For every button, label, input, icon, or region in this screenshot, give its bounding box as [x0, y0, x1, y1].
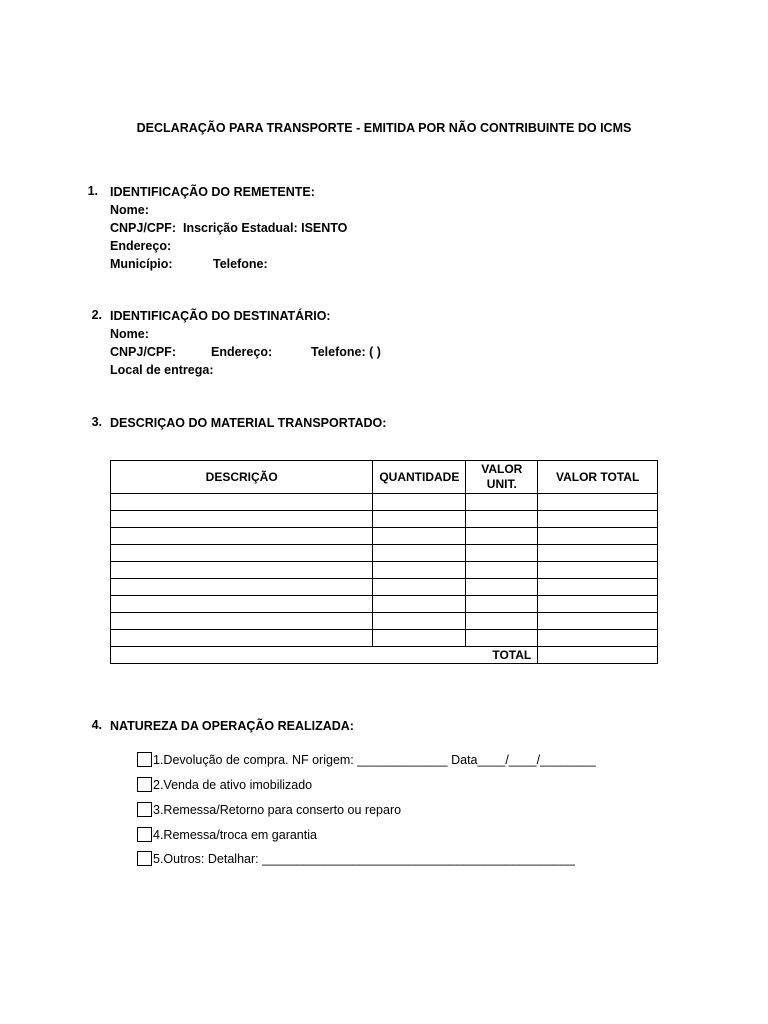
remetente-cnpj-label: CNPJ/CPF: [110, 221, 176, 235]
cell-descricao[interactable] [111, 630, 373, 647]
cell-quantidade[interactable] [373, 494, 466, 511]
option-venda-ativo [137, 777, 312, 792]
table-row [111, 630, 658, 647]
section4-heading: NATUREZA DA OPERAÇÃO REALIZADA: [110, 719, 354, 733]
table-row [111, 545, 658, 562]
cell-quantidade[interactable] [373, 528, 466, 545]
checkbox-devolucao[interactable] [137, 752, 152, 767]
cell-valor-unit[interactable] [466, 494, 538, 511]
remetente-nome-label: Nome: [110, 203, 149, 217]
document-title: DECLARAÇÃO PARA TRANSPORTE - EMITIDA POR NÃO CONTRIBUINTE DO ICMS [136, 121, 632, 135]
cell-descricao[interactable] [111, 579, 373, 596]
checkbox-remessa-conserto[interactable] [137, 802, 152, 817]
cell-valor-total[interactable] [538, 613, 658, 630]
table-row [111, 579, 658, 596]
cell-quantidade[interactable] [373, 579, 466, 596]
destinatario-nome-label: Nome: [110, 327, 149, 341]
destinatario-telefone-label: Telefone: ( ) [311, 345, 381, 359]
table-row [111, 596, 658, 613]
cell-valor-total[interactable] [538, 630, 658, 647]
section1-heading: IDENTIFICAÇÃO DO REMETENTE: [110, 185, 315, 199]
section1-number: 1. [87, 184, 98, 198]
section2-number: 2. [91, 308, 102, 322]
table-header-row [111, 461, 658, 494]
cell-valor-total[interactable] [538, 511, 658, 528]
cell-quantidade[interactable] [373, 630, 466, 647]
cell-descricao[interactable] [111, 511, 373, 528]
cell-quantidade[interactable] [373, 545, 466, 562]
header-quantidade: QUANTIDADE [373, 461, 466, 494]
cell-quantidade[interactable] [373, 562, 466, 579]
table-row [111, 528, 658, 545]
option-devolucao-label: 1.Devolução de compra. NF origem: _____________ Data____/____/________ [153, 752, 596, 767]
header-valor-unit [466, 461, 538, 494]
remetente-endereco-label: Endereço: [110, 239, 172, 253]
section4-number: 4. [91, 718, 102, 732]
option-venda-ativo-label: 2.Venda de ativo imobilizado [153, 777, 313, 792]
section3-number: 3. [91, 415, 102, 429]
remetente-telefone-label: Telefone: [213, 257, 268, 271]
checkbox-venda-ativo[interactable] [137, 777, 152, 792]
destinatario-local-label: Local de entrega: [110, 363, 214, 377]
option-remessa-garantia-label: 4.Remessa/troca em garantia [153, 827, 317, 842]
cell-valor-total[interactable] [538, 528, 658, 545]
cell-valor-unit[interactable] [466, 545, 538, 562]
remetente-ie-label: Inscrição Estadual: ISENTO [183, 221, 348, 235]
cell-valor-unit[interactable] [466, 613, 538, 630]
option-outros-label: 5.Outros: Detalhar: _____________________________________________ [153, 851, 575, 866]
table-row [111, 511, 658, 528]
section3-heading: DESCRIÇAO DO MATERIAL TRANSPORTADO: [110, 416, 387, 430]
cell-quantidade[interactable] [373, 613, 466, 630]
remetente-municipio-label: Município: [110, 257, 173, 271]
header-valor-unit-text: VALOR UNIT. [481, 462, 523, 491]
cell-descricao[interactable] [111, 613, 373, 630]
option-remessa-garantia [137, 827, 317, 842]
cell-descricao[interactable] [111, 562, 373, 579]
cell-descricao[interactable] [111, 528, 373, 545]
cell-quantidade[interactable] [373, 596, 466, 613]
cell-valor-total[interactable] [538, 596, 658, 613]
option-remessa-conserto-label: 3.Remessa/Retorno para conserto ou reparo [153, 802, 402, 817]
table-total-row [111, 647, 658, 664]
destinatario-endereco-label: Endereço: [211, 345, 273, 359]
table-row [111, 562, 658, 579]
option-devolucao [137, 752, 596, 767]
cell-valor-unit[interactable] [466, 579, 538, 596]
cell-descricao[interactable] [111, 545, 373, 562]
option-outros [137, 851, 575, 866]
header-valor-total: VALOR TOTAL [538, 461, 658, 494]
cell-descricao[interactable] [111, 596, 373, 613]
cell-valor-unit[interactable] [466, 528, 538, 545]
option-remessa-conserto [137, 802, 401, 817]
total-value-cell[interactable] [538, 647, 658, 664]
cell-valor-total[interactable] [538, 562, 658, 579]
material-table [110, 460, 658, 664]
cell-descricao[interactable] [111, 494, 373, 511]
cell-quantidade[interactable] [373, 511, 466, 528]
cell-valor-total[interactable] [538, 579, 658, 596]
checkbox-outros[interactable] [137, 851, 152, 866]
section2-heading: IDENTIFICAÇÃO DO DESTINATÁRIO: [110, 309, 331, 323]
cell-valor-unit[interactable] [466, 562, 538, 579]
destinatario-cnpj-label: CNPJ/CPF: [110, 345, 176, 359]
cell-valor-unit[interactable] [466, 630, 538, 647]
table-row [111, 494, 658, 511]
cell-valor-total[interactable] [538, 494, 658, 511]
table-row [111, 613, 658, 630]
checkbox-remessa-garantia[interactable] [137, 827, 152, 842]
cell-valor-unit[interactable] [466, 596, 538, 613]
cell-valor-unit[interactable] [466, 511, 538, 528]
cell-valor-total[interactable] [538, 545, 658, 562]
total-label: TOTAL [111, 647, 538, 664]
header-descricao: DESCRIÇÃO [111, 461, 373, 494]
